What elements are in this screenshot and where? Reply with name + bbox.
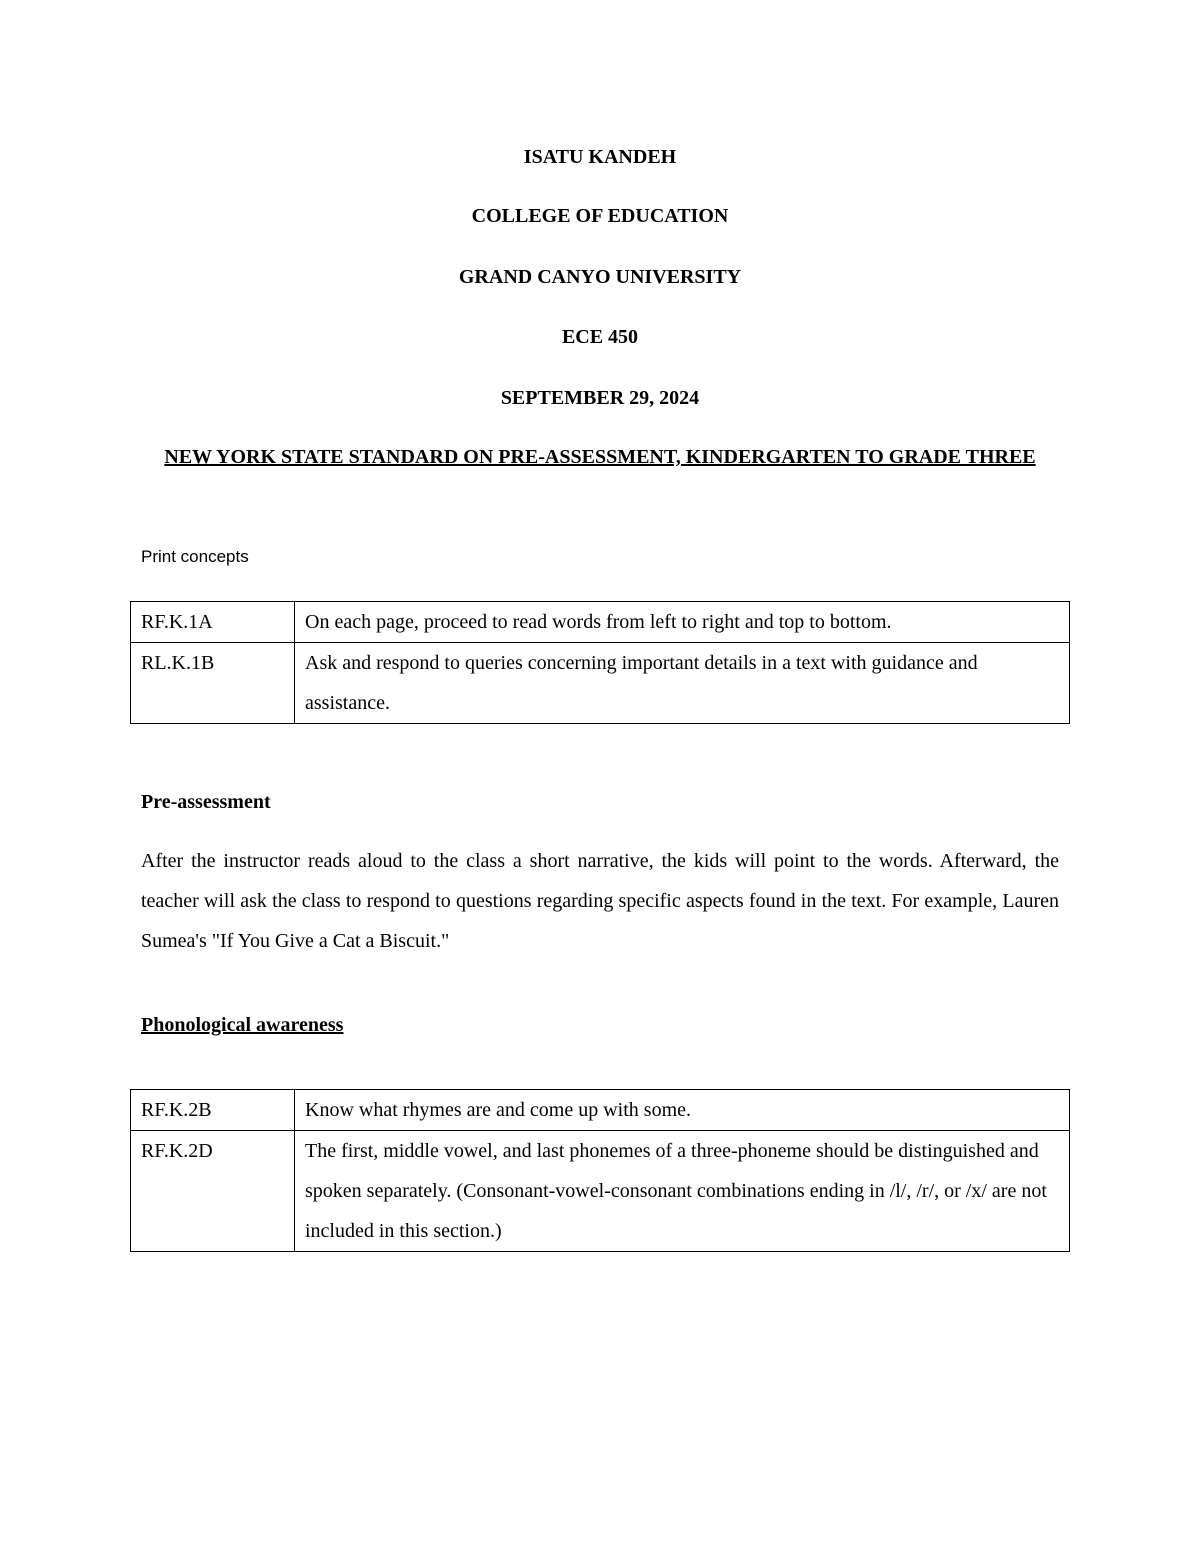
print-concepts-label: Print concepts [141, 547, 249, 566]
document-date: SEPTEMBER 29, 2024 [500, 387, 700, 409]
standard-code: RL.K.1B [131, 643, 295, 724]
author-name: ISATU KANDEH [523, 146, 677, 168]
table-row [131, 643, 1070, 724]
phonological-awareness-table [130, 1089, 1070, 1252]
college-name: COLLEGE OF EDUCATION [471, 205, 729, 227]
standard-description: Ask and respond to queries concerning important details in a text with guidance and assistance. [295, 643, 1070, 724]
table-row [131, 602, 1070, 643]
standard-description: The first, middle vowel, and last phonemes of a three-phoneme should be distinguished and spoken separately. (Consonant-vowel-consonant combinations ending in /l/, /r/, or /x/ are not included in this section.) [295, 1131, 1070, 1252]
standard-code: RF.K.2D [131, 1131, 295, 1252]
course-code: ECE 450 [561, 326, 639, 348]
table-row [131, 1131, 1070, 1252]
pre-assessment-paragraph: After the instructor reads aloud to the class a short narrative, the kids will point to the words. Afterward, the teacher will ask the class to respond to questions regarding specific aspects found in the text. For example, Lauren Sumea's "If You Give a Cat a Biscuit." [141, 850, 1059, 952]
university-name: GRAND CANYO UNIVERSITY [458, 266, 742, 288]
standard-code: RF.K.2B [131, 1090, 295, 1131]
print-concepts-table [130, 601, 1070, 724]
pre-assessment-heading: Pre-assessment [141, 791, 271, 813]
standard-description: On each page, proceed to read words from left to right and top to bottom. [295, 602, 1070, 643]
standard-description: Know what rhymes are and come up with some. [295, 1090, 1070, 1131]
phonological-awareness-heading: Phonological awareness [141, 1014, 344, 1036]
table-row [131, 1090, 1070, 1131]
document-heading: NEW YORK STATE STANDARD ON PRE-ASSESSMENT, KINDERGARTEN TO GRADE THREE [164, 446, 1036, 468]
standard-code: RF.K.1A [131, 602, 295, 643]
